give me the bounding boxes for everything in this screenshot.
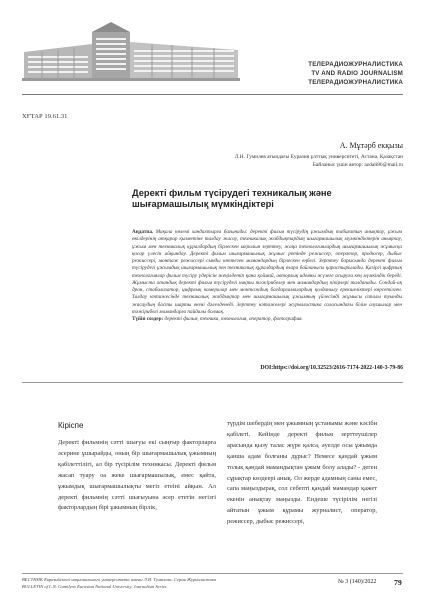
author-affiliation: Л.Н. Гумилев атындағы Еуразия ұлттық университеті, Астана, Қазақстан [234,154,403,160]
article-title-line-2: шығармашылық мүмкіндіктері [132,199,274,209]
abstract-label: Аңдатпа. [132,229,154,235]
body-column-left: Деректі фильмнің сәтті шығуы екі сыңғыр факторларға әсерине ұшырайды, оның бір шығармашылық ұжымның қабілеттілігі, ал бір түсірілім техникасы. Деректі фильм жасап туару оа жеке шығармашылық, емес қайта, ұжымдық шығармашылықты мегіз етеіні айқын. Ал деректі фильмнің сәтті шығыуына әсер ететін негізгі факторлардың бірі ұжымның бірлік, [58,439,216,512]
article-title-line-1: Деректі фильм түсірудегі техникалық және [132,188,332,198]
article-title [132,188,382,210]
keywords-label: Түйін сөздер: [132,316,164,322]
rubric-kazakh: ТЕЛЕРАДИОЖУРНАЛИСТИКА [308,61,403,68]
journal-name-kazakh: ВЕСТНИК Евразийского национального университета имени Л.Н. Гумилева. Серия Журналистика [22,577,217,582]
introduction-heading: Кіріспе [58,421,84,430]
keywords-text: деректі фильм, техника, технология, оператор, фотография. [163,316,303,322]
journal-name-english: BULLETIN of L.N. Gumilyov Eurasian National University. Journalism Series [22,583,167,589]
university-building-logo [22,18,240,96]
abstract-text: Мақала көлемі хандахтырға бағынады: деректі фильм түсірудің ұжымдық табиғатын анықтау, ұжым өкілдерінің атқарар қызметіне талдау жасау, техникалық жабдықтардың шығармашылық мүмкіндіктерін анықтау, ұжым мен техникалық құралдардың бірлескен ықпалын зерттеу, жаңа технологиялардың шығармашылық жұмысқа қосар үлесін айқындау. Деректі фильм шығармашылық жұмыс ретінде режиссер, оператор, продюсер, дыбыс режиссері, монтаж режиссері сынды көптеген мамандардың бірлескен еңбегі. Зерттеу барысында деректі фильм түсірудегі ұжымдық шығармашылық пен техникалық құралдардың өзара байланысы қарастырылады. Қазіргі цифрлық технологиялар фильм түсіру үдерісін жеңілдетіп қана қоймай, авторлық идеяны жүзеге асыруға кең мүмкіндік береді. Жұмыста отандық деректі фильм түсірудегі нақты тәжірибелер мен мамандардың пікірлері талданады. Сондай-ақ дрон, стабилизатор, цифрлық камералар мен монтаждық бағдарламалардың қолданылу ерекшеліктері көрсетілген. Талдау нәтижесінде техникалық жабдықтар мен шығармашылық ұжымның үйлесімді жұмысы сапалы туынды жасаудың басты шарты екені дәлелденеді. Зерттеу нәтижелері журналистика саласындағы білім алушылар мен тәжірибелі мамандарға пайдалы болмақ. [132,229,402,315]
footer-divider [22,573,403,574]
rubric-english: TV AND RADIO JOURNALISM [311,70,403,77]
author-name: А. Мұтәрб екқызы [339,141,403,150]
abstract [132,229,402,323]
author-email[interactable]: Байланыс үшін автор: azdali86@mail.ru [312,162,403,168]
journal-name [22,577,216,590]
issue-number: № 3 (140)/2022 [338,579,377,585]
classification-code: ХҒТАР 19.61.31 [22,113,68,120]
doi-link[interactable]: DOI:https://doi.org/10.32523/2616-7174-2022-140-3-79-86 [260,365,403,371]
rubric-kazakh-secondary: ТЕЛЕРАДИОЖУРНАЛИСТИКА [308,79,403,86]
body-column-right: түрдім шебердің мен ұжымның ұстанымы және кәсіби қабілеті. Кейінде деректі фильм зерттеушілер арасында қызу талас жүре қалса, әуелде осы ұжымда қанша адам болғаны дұрыс? Немесе қандай ұжым толық қандай мамандықтан ұжым болу алады? - деген сұрақтар көздеері анық. Ол жерде адамның саны емес, сапа маңыздырақ, сол себепті қандай мамандар қажет екенін анықтау маңызды. Ендеше түсірілім негізі айтатын ұжым құрамы журналист, оператор, режиссер, дыбыс режиссері, [227,420,377,526]
header-divider [22,94,403,95]
page-number: 79 [394,578,402,587]
section-divider [22,382,403,383]
